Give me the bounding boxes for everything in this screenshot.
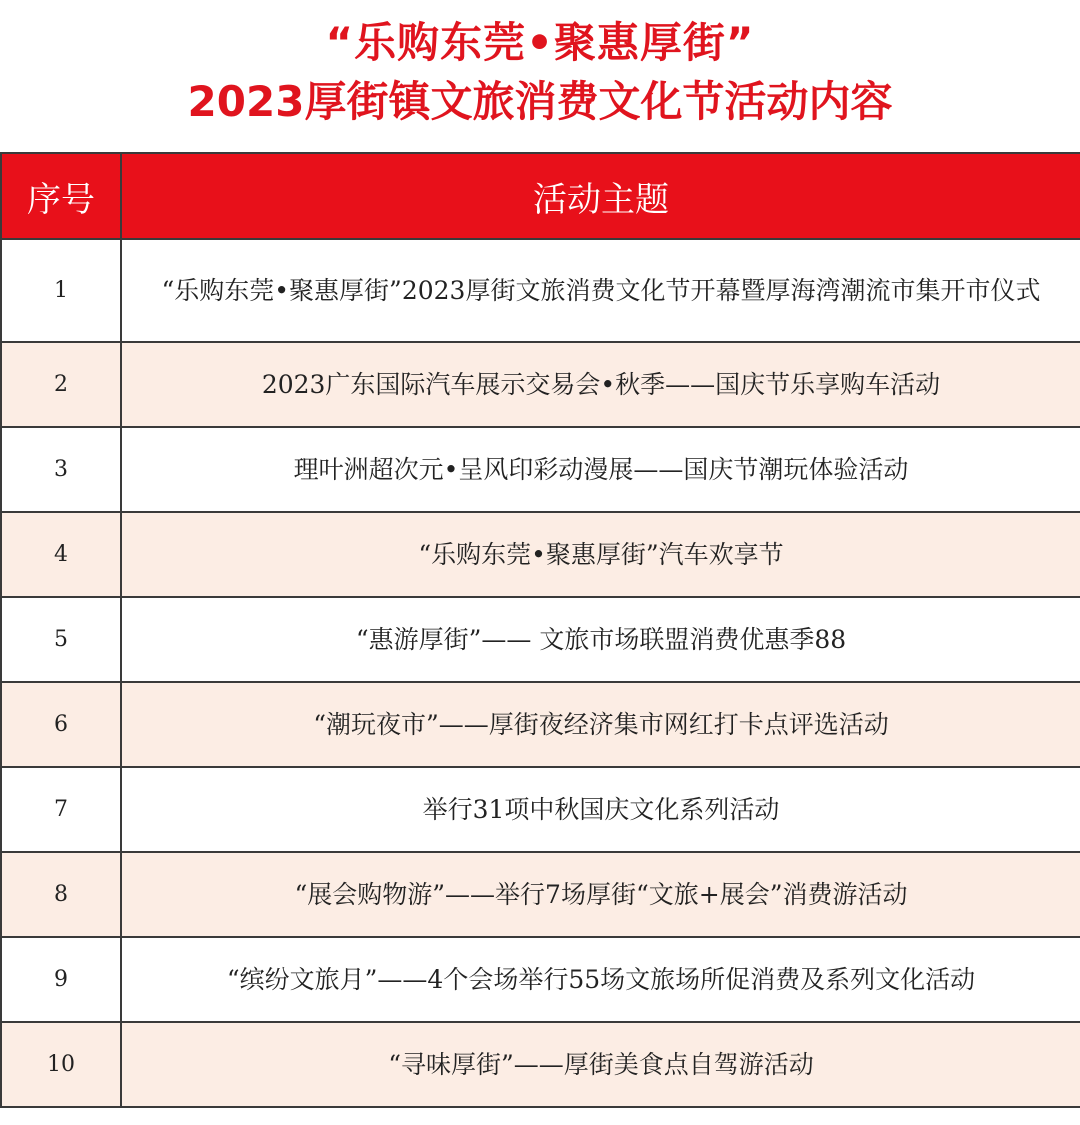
header-number: 序号 — [1, 153, 121, 239]
row-theme: 2023广东国际汽车展示交易会•秋季——国庆节乐享购车活动 — [121, 342, 1080, 427]
row-number: 8 — [1, 852, 121, 937]
table-row — [1, 767, 1080, 852]
row-number: 1 — [1, 239, 121, 342]
page-title — [0, 0, 1080, 152]
table-row — [1, 427, 1080, 512]
row-theme: “缤纷文旅月”——4个会场举行55场文旅场所促消费及系列文化活动 — [121, 937, 1080, 1022]
row-number: 2 — [1, 342, 121, 427]
table-row — [1, 239, 1080, 342]
row-theme: 举行31项中秋国庆文化系列活动 — [121, 767, 1080, 852]
row-number: 6 — [1, 682, 121, 767]
row-number: 9 — [1, 937, 121, 1022]
table-row — [1, 597, 1080, 682]
table-row — [1, 512, 1080, 597]
row-number: 10 — [1, 1022, 121, 1107]
row-theme: “惠游厚街”—— 文旅市场联盟消费优惠季88 — [121, 597, 1080, 682]
row-theme: “寻味厚街”——厚街美食点自驾游活动 — [121, 1022, 1080, 1107]
table-row — [1, 937, 1080, 1022]
table-row — [1, 682, 1080, 767]
row-theme: “展会购物游”——举行7场厚街“文旅+展会”消费游活动 — [121, 852, 1080, 937]
row-number: 3 — [1, 427, 121, 512]
header-theme: 活动主题 — [121, 153, 1080, 239]
table-row — [1, 342, 1080, 427]
title-line-1: “乐购东莞•聚惠厚街” — [325, 18, 755, 67]
table-row — [1, 852, 1080, 937]
row-theme: “潮玩夜市”——厚街夜经济集市网红打卡点评选活动 — [121, 682, 1080, 767]
row-number: 4 — [1, 512, 121, 597]
row-theme: 理叶洲超次元•呈风印彩动漫展——国庆节潮玩体验活动 — [121, 427, 1080, 512]
row-theme: “乐购东莞•聚惠厚街”2023厚街文旅消费文化节开幕暨厚海湾潮流市集开市仪式 — [121, 239, 1080, 342]
row-theme: “乐购东莞•聚惠厚街”汽车欢享节 — [121, 512, 1080, 597]
row-number: 5 — [1, 597, 121, 682]
title-line-2: 2023厚街镇文旅消费文化节活动内容 — [187, 77, 893, 126]
table-header-row — [1, 153, 1080, 239]
table-row — [1, 1022, 1080, 1107]
row-number: 7 — [1, 767, 121, 852]
activity-table — [0, 152, 1080, 1108]
